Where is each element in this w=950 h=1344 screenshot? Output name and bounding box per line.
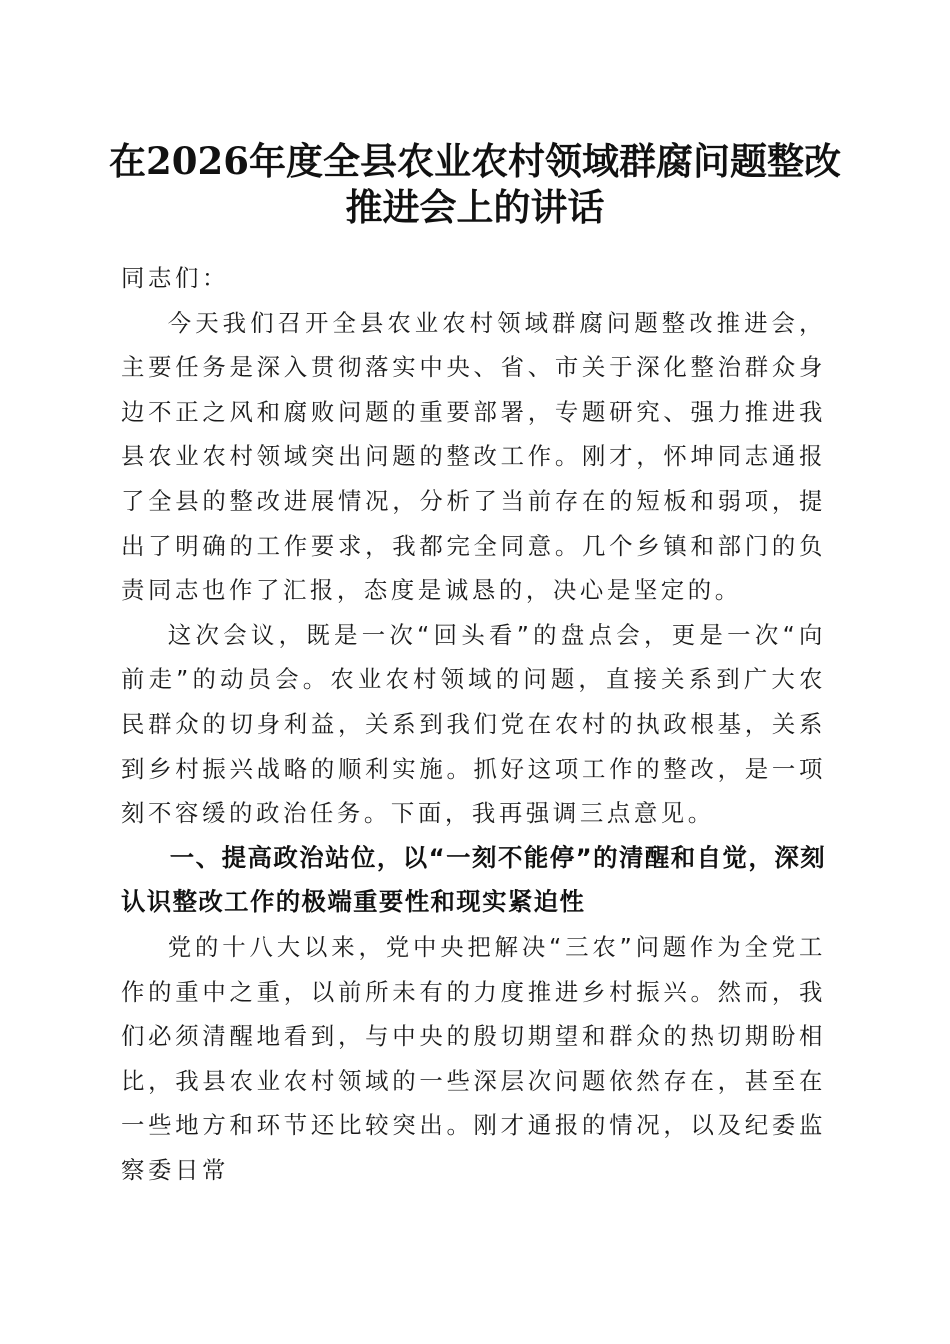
paragraph-1: 今天我们召开全县农业农村领域群腐问题整改推进会，主要任务是深入贯彻落实中央、省、市关于深化整治群众身边不正之风和腐败问题的重要部署，专题研究、强力推进我县农业农村领域突出问题的整改工作。刚才，怀坤同志通报了全县的整改进展情况，分析了当前存在的短板和弱项，提出了明确的工作要求，我都完全同意。几个乡镇和部门的负责同志也作了汇报，态度是诚恳的，决心是坚定的。 <box>121 308 826 605</box>
section-heading-1: 一、提高政治站位，以“一刻不能停”的清醒和自觉，深刻认识整改工作的极端重要性和现实紧迫性 <box>121 842 826 917</box>
paragraph-3: 党的十八大以来，党中央把解决“三农”问题作为全党工作的重中之重，以前所未有的力度推进乡村振兴。然而，我们必须清醒地看到，与中央的殷切期望和群众的热切期盼相比，我县农业农村领域的一些深层次问题依然存在，甚至在一些地方和环节还比较突出。刚才通报的情况，以及纪委监察委日常 <box>121 932 826 1184</box>
paragraph-2: 这次会议，既是一次“回头看”的盘点会，更是一次“向前走”的动员会。农业农村领域的问题，直接关系到广大农民群众的切身利益，关系到我们党在农村的执政根基，关系到乡村振兴战略的顺利实施。抓好这项工作的整改，是一项刻不容缓的政治任务。下面，我再强调三点意见。 <box>121 620 826 828</box>
document-title-line-2: 推进会上的讲话 <box>345 185 605 229</box>
salutation: 同志们： <box>121 264 229 292</box>
document-body <box>121 256 826 1192</box>
document-title-line-1: 在2026年度全县农业农村领域群腐问题整改 <box>109 139 841 183</box>
